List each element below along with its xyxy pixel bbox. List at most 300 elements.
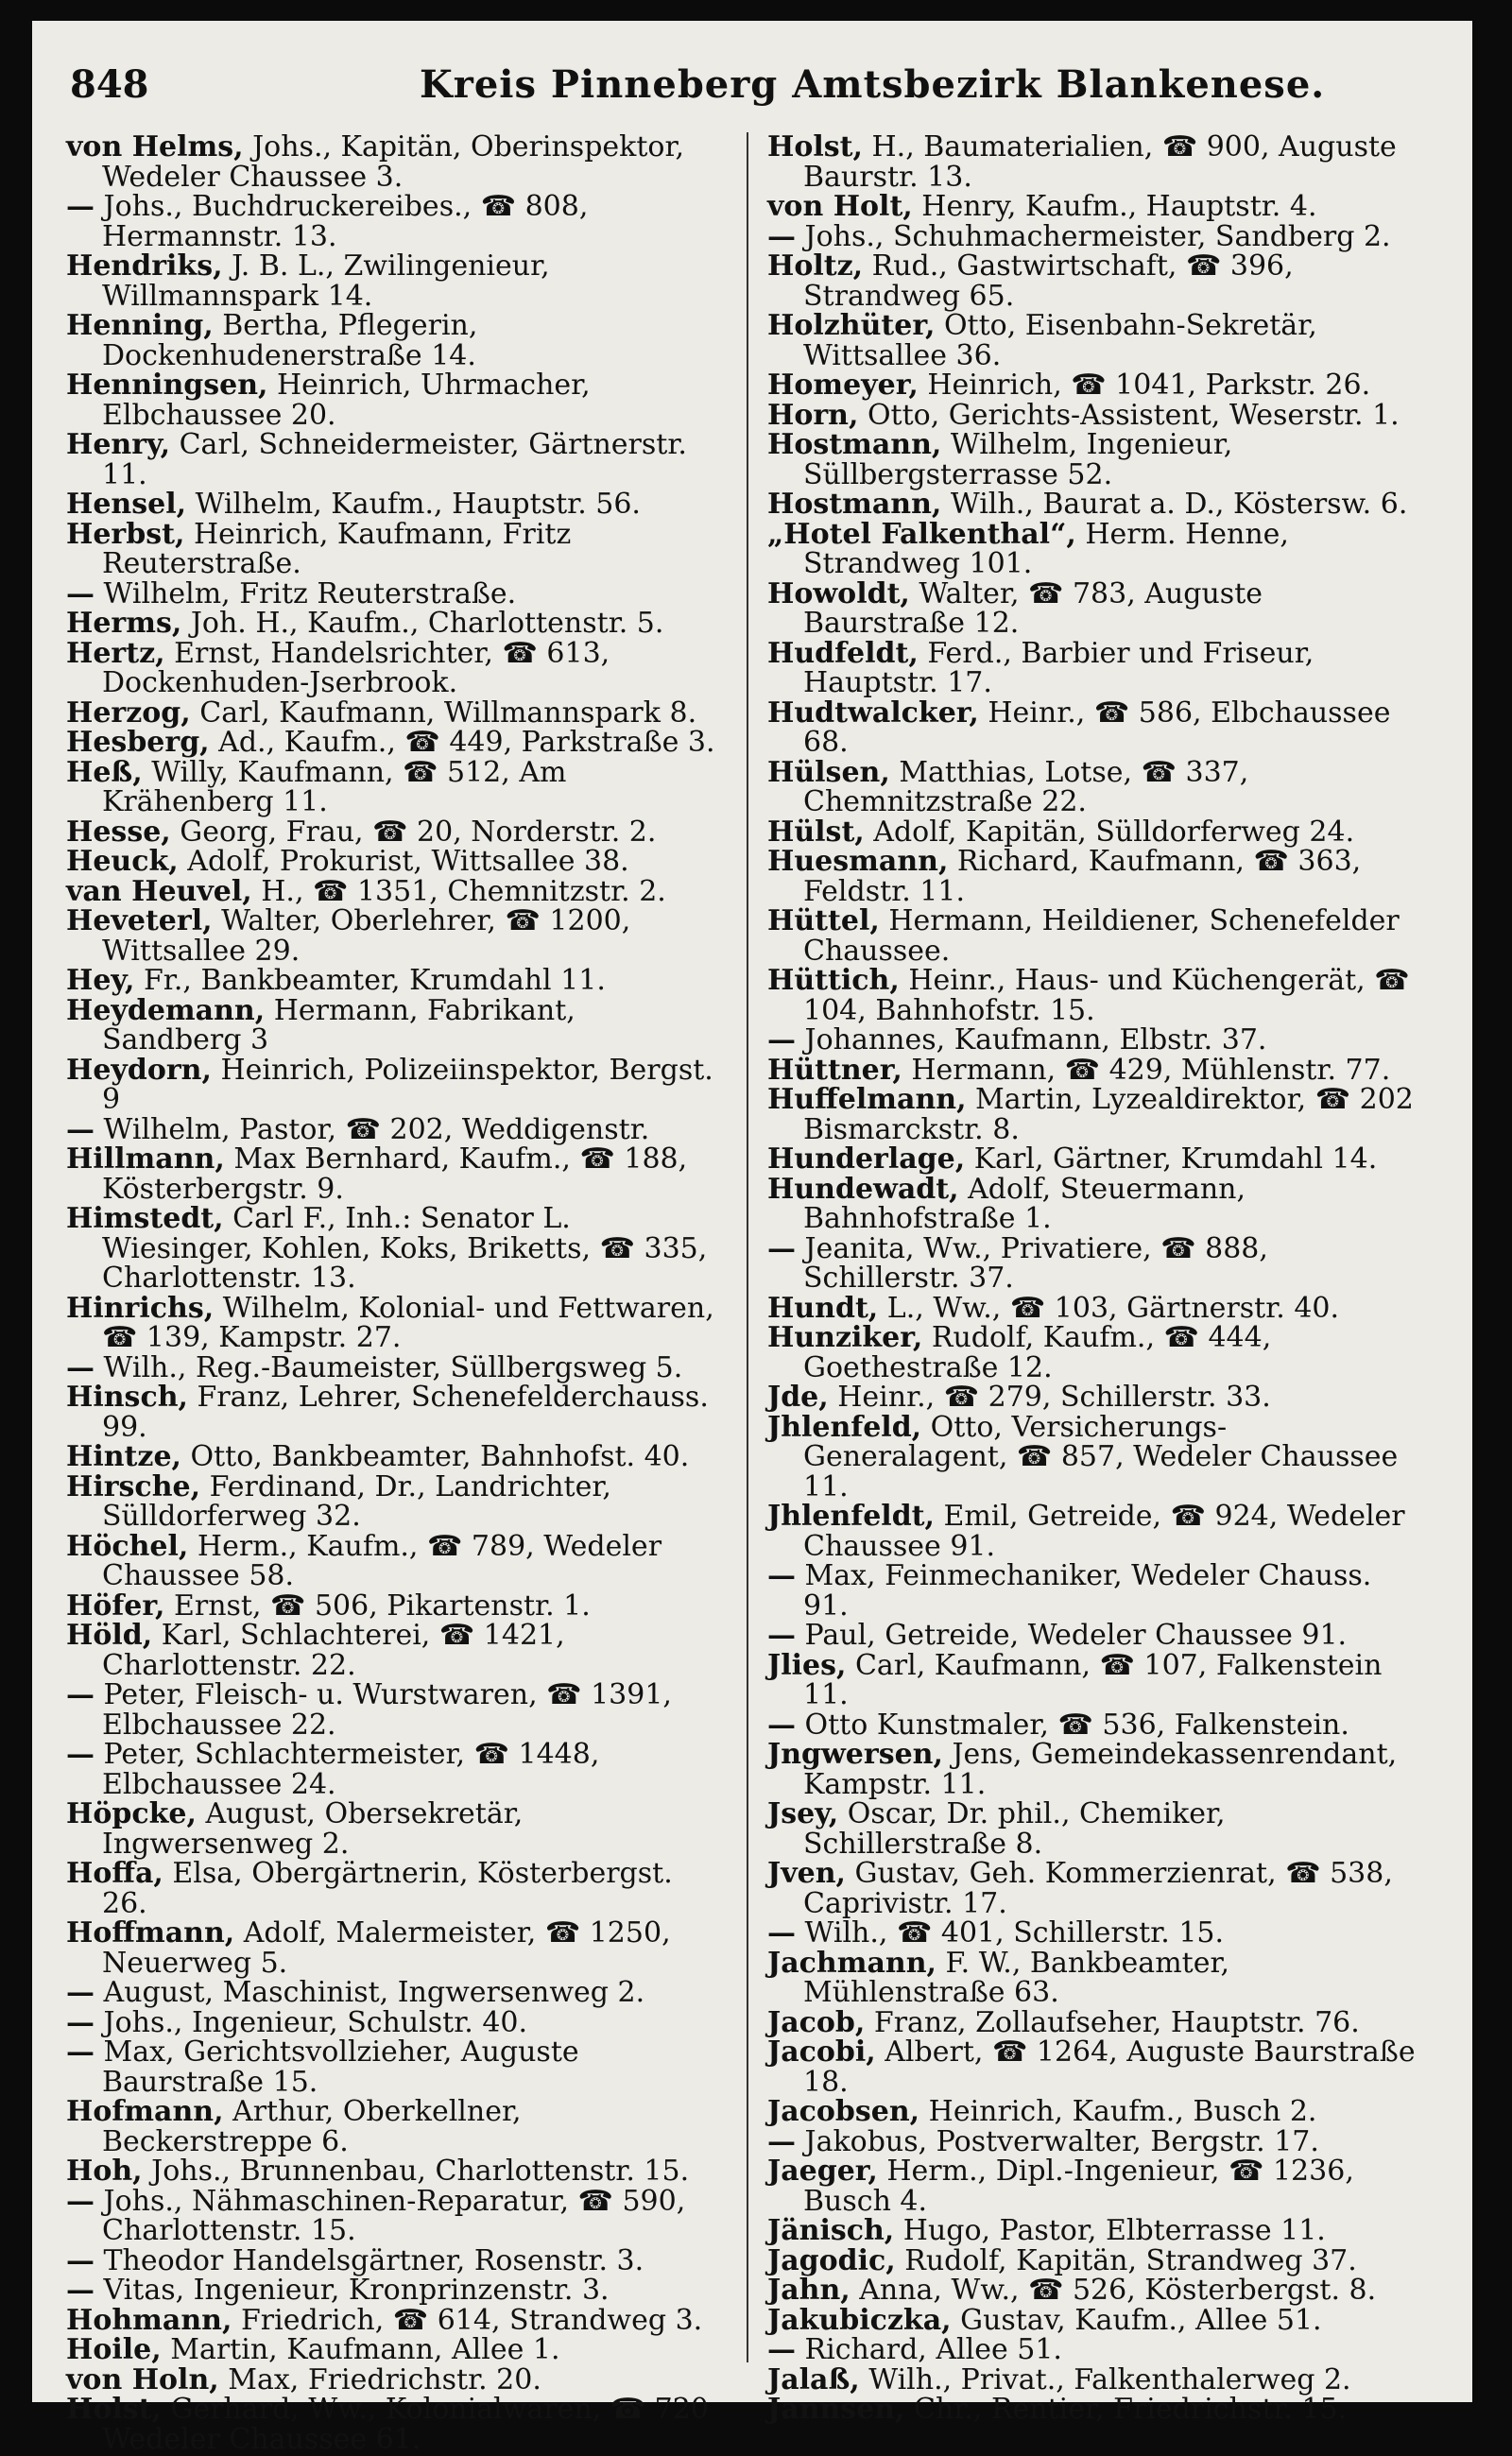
entry-details: Johs., Kapitän, Oberinspektor, Wedeler Chaussee 3.: [102, 130, 685, 194]
entry-details: Richard, Allee 51.: [796, 2333, 1062, 2366]
entry-name: —: [767, 1231, 796, 1265]
entry-name: Hundt,: [767, 1291, 879, 1325]
directory-page: [32, 21, 1472, 2456]
column-divider: [747, 132, 748, 2362]
directory-entry: [66, 311, 718, 370]
directory-entry: [66, 2097, 718, 2156]
directory-entry: [767, 1291, 1419, 1325]
directory-entry: [767, 817, 1419, 848]
directory-entry: [66, 1112, 718, 1146]
entry-details: Ad., Kaufm., ☎ 449, Parkstraße 3.: [209, 726, 715, 759]
directory-entry: [66, 430, 718, 489]
entry-name: Hesberg,: [66, 726, 210, 759]
directory-entry: [66, 132, 718, 192]
entry-name: Heveterl,: [66, 904, 213, 937]
entry-name: Hinrichs,: [66, 1291, 215, 1325]
entry-name: —: [66, 576, 94, 610]
entry-name: Herbst,: [66, 517, 185, 551]
entry-name: von Helms,: [66, 130, 244, 163]
entry-name: Jde,: [767, 1381, 829, 1414]
page-number: 848: [70, 62, 149, 107]
entry-details: Georg, Frau, ☎ 20, Norderstr. 2.: [170, 815, 657, 849]
directory-entry: [66, 1680, 718, 1740]
entry-name: Höpcke,: [66, 1797, 197, 1830]
entry-details: Carl F., Inh.: Senator L. Wiesinger, Kohlen, Koks, Briketts, ☎ 335, Charlottenstr. 13.: [102, 1202, 708, 1295]
directory-entry: [767, 1231, 1419, 1295]
entry-details: H., ☎ 1351, Chemnitzstr. 2.: [251, 874, 666, 908]
directory-entry: [66, 906, 718, 966]
entry-details: Wilhelm, Fritz Reuterstraße.: [94, 576, 517, 610]
entry-name: Hintze,: [66, 1440, 181, 1473]
directory-entry: [66, 755, 718, 818]
directory-entry: [66, 1859, 718, 1918]
entry-details: Rudolf, Kaufm., ☎ 444, Goethestraße 12.: [803, 1321, 1272, 1384]
directory-entry: [66, 2243, 718, 2277]
entry-details: Johs., Nähmaschinen-Reparatur, ☎ 590, Charlottenstr. 15.: [94, 2184, 686, 2247]
directory-entry: [66, 1918, 718, 1978]
entry-name: Howoldt,: [767, 576, 910, 610]
directory-entry: [66, 2303, 718, 2337]
directory-entry: [767, 1561, 1419, 1621]
directory-entry: [767, 192, 1419, 222]
entry-details: Heinrich, Polizeiinspektor, Bergst. 9: [102, 1053, 713, 1116]
entry-details: Martin, Lyzealdirektor, ☎ 202 Bismarckstr. 8.: [803, 1083, 1414, 1146]
entry-details: Ferd., Barbier und Friseur, Hauptstr. 17.: [803, 636, 1314, 699]
entry-name: —: [66, 1350, 94, 1384]
directory-entry: [66, 1053, 718, 1116]
entry-name: Hunziker,: [767, 1321, 923, 1354]
entry-name: Herms,: [66, 607, 182, 640]
entry-name: Jakubiczka,: [767, 2303, 952, 2337]
entry-name: Hoffmann,: [66, 1916, 235, 1949]
entry-name: Heydorn,: [66, 1053, 212, 1087]
entry-details: Johs., Schuhmachermeister, Sandberg 2.: [796, 219, 1391, 253]
directory-entry: [767, 2335, 1419, 2365]
entry-name: von Holn,: [66, 2362, 219, 2396]
directory-entry: [66, 517, 718, 580]
entry-details: Karl, Schlachterei, ☎ 1421, Charlottenstr. 22.: [102, 1619, 565, 1682]
entry-details: Herm., Dipl.-Ingenieur, ☎ 1236, Busch 4.: [803, 2155, 1354, 2218]
directory-entry: [767, 636, 1419, 699]
directory-entry: [66, 2184, 718, 2247]
entry-name: —: [767, 1708, 796, 1742]
entry-details: Hermann, Fabrikant, Sandberg 3: [102, 993, 576, 1056]
entry-details: Adolf, Steuermann, Bahnhofstraße 1.: [803, 1172, 1246, 1235]
entry-name: Holst,: [767, 130, 863, 163]
entry-details: Heinrich, Uhrmacher, Elbchaussee 20.: [102, 369, 591, 432]
directory-entry: [767, 2276, 1419, 2306]
entry-details: Otto, Gerichts-Assistent, Weserstr. 1.: [858, 398, 1400, 432]
directory-entry: [767, 2243, 1419, 2277]
entry-name: Henry,: [66, 428, 171, 461]
entry-name: Jacobi,: [767, 2035, 876, 2069]
entry-name: —: [66, 190, 94, 223]
entry-details: Hermann, ☎ 429, Mühlenstr. 77.: [902, 1053, 1391, 1087]
directory-entry: [66, 1799, 718, 1859]
entry-details: Albert, ☎ 1264, Auguste Baurstraße 18.: [803, 2035, 1416, 2099]
entry-details: Walter, Oberlehrer, ☎ 1200, Wittsallee 29.: [102, 904, 631, 968]
directory-entry: [767, 1025, 1419, 1056]
entry-details: Max, Feinmechaniker, Wedeler Chauss. 91.: [796, 1559, 1372, 1623]
entry-details: Carl, Schneidermeister, Gärtnerstr. 11.: [102, 428, 687, 491]
entry-name: —: [66, 2184, 94, 2218]
entry-details: August, Obersekretär, Ingwersenweg 2.: [102, 1797, 524, 1861]
directory-entry: [767, 1648, 1419, 1711]
directory-entry: [66, 1350, 718, 1384]
directory-entry: [767, 132, 1419, 192]
entry-details: F. W., Bankbeamter, Mühlenstraße 63.: [803, 1946, 1230, 2009]
entry-details: Wilhelm, Pastor, ☎ 202, Weddigenstr.: [94, 1112, 650, 1146]
page-header: [70, 62, 1435, 119]
entry-name: —: [767, 2124, 796, 2158]
entry-name: —: [767, 219, 796, 253]
directory-entry: [66, 1291, 718, 1354]
directory-entry: [767, 2124, 1419, 2158]
entry-details: Rudolf, Kapitän, Strandweg 37.: [895, 2243, 1357, 2277]
entry-name: Jänisch,: [767, 2214, 895, 2247]
entry-details: Friedrich, ☎ 614, Strandweg 3.: [232, 2303, 703, 2337]
entry-details: Otto, Eisenbahn-Sekretär, Wittsallee 36.: [803, 309, 1317, 372]
entry-details: Herm. Henne, Strandweg 101.: [803, 517, 1289, 580]
directory-entry: [767, 1502, 1419, 1561]
entry-name: —: [66, 2243, 94, 2277]
entry-name: Hillmann,: [66, 1142, 225, 1176]
entry-name: Hüttner,: [767, 1053, 902, 1087]
directory-entry: [66, 1383, 718, 1442]
entry-details: Emil, Getreide, ☎ 924, Wedeler Chaussee 91.: [803, 1500, 1405, 1563]
directory-entry: [66, 1469, 718, 1533]
entry-name: Hülst,: [767, 815, 865, 849]
entry-details: Hugo, Pastor, Elbterrasse 11.: [894, 2214, 1326, 2247]
directory-entry: [767, 2395, 1419, 2425]
entry-name: Jacobsen,: [767, 2095, 920, 2128]
entry-name: Hendriks,: [66, 249, 223, 283]
entry-details: Fr., Bankbeamter, Krumdahl 11.: [134, 964, 606, 997]
directory-entry: [767, 1053, 1419, 1087]
entry-details: Adolf, Kapitän, Sülldorferweg 24.: [864, 815, 1355, 849]
entry-name: van Heuvel,: [66, 874, 252, 908]
page-title: Kreis Pinneberg Amtsbezirk Blankenese.: [420, 62, 1326, 107]
entry-name: —: [66, 2274, 94, 2307]
entry-details: Wilh., ☎ 401, Schillerstr. 15.: [796, 1916, 1225, 1949]
directory-entry: [767, 1085, 1419, 1144]
entry-details: Heinr., Haus- und Küchengerät, ☎ 104, Bahnhofstr. 15.: [803, 964, 1410, 1027]
entry-details: Richard, Kaufmann, ☎ 363, Feldstr. 11.: [803, 845, 1362, 908]
entry-name: Jsey,: [767, 1797, 839, 1830]
directory-entry: [767, 1323, 1419, 1383]
entry-name: Jalaß,: [767, 2362, 860, 2396]
directory-entry: [767, 2216, 1419, 2246]
directory-entry: [767, 1144, 1419, 1175]
directory-entry: [767, 489, 1419, 520]
entry-name: —: [66, 1976, 94, 2009]
entry-details: Wilhelm, Kolonial- und Fettwaren, ☎ 139, Kampstr. 27.: [102, 1291, 714, 1354]
directory-entry: [767, 1740, 1419, 1799]
entry-name: Henning,: [66, 309, 214, 342]
directory-entry: [767, 430, 1419, 489]
entry-name: Höchel,: [66, 1529, 189, 1563]
entry-name: Heß,: [66, 755, 143, 789]
directory-entry: [66, 576, 718, 610]
entry-details: Rud., Gastwirtschaft, ☎ 396, Strandweg 65.: [803, 249, 1294, 313]
directory-entry: [66, 2037, 718, 2097]
directory-entry: [66, 1591, 718, 1622]
entry-name: Homeyer,: [767, 369, 919, 402]
entry-details: Peter, Schlachtermeister, ☎ 1448, Elbchaussee 24.: [94, 1738, 600, 1801]
entry-details: Heinrich, ☎ 1041, Parkstr. 26.: [918, 369, 1371, 402]
entry-details: Gerhard, Ww., Kolonialwaren, ☎ 720 Wedeler Chaussee 61.: [102, 2393, 709, 2456]
entry-details: Johs., Brunnenbau, Charlottenstr. 15.: [142, 2155, 690, 2188]
entry-name: Jachmann,: [767, 1946, 936, 1980]
entry-name: Jagodic,: [767, 2243, 896, 2277]
entry-name: Jaeger,: [767, 2155, 878, 2188]
directory-entry: [767, 966, 1419, 1025]
entry-name: Huffelmann,: [767, 1083, 967, 1116]
entry-details: Paul, Getreide, Wedeler Chaussee 91.: [796, 1619, 1348, 1652]
directory-entry: [66, 1978, 718, 2008]
entry-name: —: [66, 1678, 94, 1711]
entry-details: Peter, Fleisch- u. Wurstwaren, ☎ 1391, Elbchaussee 22.: [94, 1678, 672, 1742]
entry-name: —: [66, 2035, 94, 2069]
directory-entry: [767, 1799, 1419, 1859]
entry-name: Hinsch,: [66, 1381, 188, 1414]
entry-name: —: [767, 2333, 796, 2366]
entry-details: Martin, Kaufmann, Allee 1.: [161, 2333, 560, 2366]
directory-entry: [66, 1144, 718, 1204]
entry-name: Hudtwalcker,: [767, 696, 979, 730]
entry-details: Theodor Handelsgärtner, Rosenstr. 3.: [94, 2243, 644, 2277]
directory-entry: [66, 2362, 718, 2396]
entry-details: Adolf, Malermeister, ☎ 1250, Neuerweg 5.: [102, 1916, 671, 1980]
directory-entry: [66, 370, 718, 430]
entry-name: Huesmann,: [767, 845, 949, 878]
entry-name: Hey,: [66, 964, 135, 997]
directory-entry: [767, 2097, 1419, 2127]
entry-details: Heinrich, Kaufmann, Fritz Reuterstraße.: [102, 517, 572, 580]
entry-details: Max, Friedrichstr. 20.: [218, 2362, 541, 2396]
directory-entry: [66, 1621, 718, 1680]
entry-details: Johs., Buchdruckereibes., ☎ 808, Hermannstr. 13.: [94, 190, 589, 253]
entry-details: Willy, Kaufmann, ☎ 512, Am Krähenberg 11.: [102, 755, 567, 818]
entry-name: Hostmann,: [767, 488, 942, 521]
directory-entry: [767, 906, 1419, 966]
directory-entry: [66, 993, 718, 1056]
entry-details: Heinr., ☎ 279, Schillerstr. 33.: [828, 1381, 1271, 1414]
entry-details: Wilh., Baurat a. D., Köstersw. 6.: [941, 488, 1408, 521]
entry-name: Höld,: [66, 1619, 153, 1652]
entry-name: Jhlenfeldt,: [767, 1500, 935, 1533]
directory-entry: [66, 1740, 718, 1799]
entry-name: —: [66, 1738, 94, 1771]
directory-entry: [767, 2362, 1419, 2396]
entry-details: Otto Kunstmaler, ☎ 536, Falkenstein.: [796, 1708, 1349, 1742]
directory-entry: [767, 2156, 1419, 2216]
entry-name: „Hotel Falkenthal“,: [767, 517, 1076, 551]
directory-entry: [767, 2005, 1419, 2039]
entry-name: Hüttel,: [767, 904, 880, 937]
entry-name: Hoile,: [66, 2333, 162, 2366]
entry-name: Jannsen,: [767, 2393, 905, 2426]
directory-entry: [66, 1442, 718, 1472]
entry-name: —: [767, 1916, 796, 1949]
entry-name: Jhlenfeld,: [767, 1410, 922, 1444]
entry-details: Adolf, Prokurist, Wittsallee 38.: [178, 845, 629, 878]
right-column: [767, 132, 1419, 2425]
entry-details: Max, Gerichtsvollzieher, Auguste Baurstraße 15.: [94, 2035, 579, 2099]
entry-name: Jahn,: [767, 2274, 850, 2307]
entry-details: Gustav, Geh. Kommerzienrat, ☎ 538, Caprivistr. 17.: [803, 1857, 1393, 1920]
entry-details: Jakobus, Postverwalter, Bergstr. 17.: [796, 2124, 1319, 2158]
entry-details: H., Baumaterialien, ☎ 900, Auguste Baurstr. 13.: [803, 130, 1397, 194]
directory-entry: [66, 817, 718, 848]
entry-details: Jeanita, Ww., Privatiere, ☎ 888, Schillerstr. 37.: [796, 1231, 1268, 1295]
entry-name: Jacob,: [767, 2005, 866, 2039]
entry-details: Henry, Kaufm., Hauptstr. 4.: [912, 190, 1317, 223]
entry-details: Gustav, Kaufm., Allee 51.: [951, 2303, 1322, 2337]
entry-details: Matthias, Lotse, ☎ 337, Chemnitzstraße 22.: [803, 755, 1249, 818]
entry-details: Carl, Kaufmann, ☎ 107, Falkenstein 11.: [803, 1648, 1383, 1711]
entry-details: Wilhelm, Kaufm., Hauptstr. 56.: [186, 488, 641, 521]
entry-name: Hostmann,: [767, 428, 942, 461]
entry-name: —: [767, 1559, 796, 1592]
entry-name: Hertz,: [66, 636, 165, 670]
entry-name: Hoffa,: [66, 1857, 163, 1890]
directory-entry: [767, 576, 1419, 640]
directory-entry: [767, 1946, 1419, 2009]
entry-name: Hunderlage,: [767, 1142, 966, 1176]
entry-name: Jven,: [767, 1857, 846, 1890]
entry-details: Oscar, Dr. phil., Chemiker, Schillerstraße 8.: [803, 1797, 1226, 1861]
entry-details: Franz, Zollaufseher, Hauptstr. 76.: [865, 2005, 1360, 2039]
entry-details: Jens, Gemeindekassenrendant, Kampstr. 11.: [803, 1738, 1398, 1801]
entry-name: Henningsen,: [66, 369, 268, 402]
entry-details: Ferdinand, Dr., Landrichter, Sülldorferweg 32.: [102, 1469, 611, 1533]
directory-entry: [66, 2005, 718, 2039]
entry-details: Walter, ☎ 783, Auguste Baurstraße 12.: [803, 576, 1263, 640]
entry-details: Carl, Kaufmann, Willmannspark 8.: [190, 696, 697, 730]
directory-entry: [66, 2156, 718, 2187]
directory-entry: [767, 698, 1419, 758]
entry-details: Heinrich, Kaufm., Busch 2.: [919, 2095, 1317, 2128]
directory-entry: [66, 874, 718, 908]
entry-name: Herzog,: [66, 696, 191, 730]
entry-details: Ernst, Handelsrichter, ☎ 613, Dockenhuden-Jserbrook.: [102, 636, 610, 699]
entry-details: Bertha, Pflegerin, Dockenhudenerstraße 14.: [102, 309, 478, 372]
directory-entry: [767, 1918, 1419, 1949]
directory-entry: [767, 755, 1419, 818]
directory-entry: [767, 219, 1419, 253]
directory-entry: [66, 847, 718, 877]
entry-name: Hirsche,: [66, 1469, 201, 1503]
entry-name: Höfer,: [66, 1589, 165, 1623]
entry-details: Karl, Gärtner, Krumdahl 14.: [965, 1142, 1378, 1176]
directory-entry: [767, 370, 1419, 401]
directory-entry: [66, 966, 718, 996]
directory-entry: [66, 2395, 718, 2454]
entry-details: Arthur, Oberkellner, Beckerstreppe 6.: [102, 2095, 522, 2158]
entry-name: Hudfeldt,: [767, 636, 919, 670]
entry-details: Elsa, Obergärtnerin, Kösterbergst. 26.: [102, 1857, 673, 1920]
directory-entry: [66, 728, 718, 758]
entry-name: —: [66, 1112, 94, 1146]
directory-entry: [66, 636, 718, 699]
entry-name: Heuck,: [66, 845, 179, 878]
directory-entry: [66, 192, 718, 251]
entry-name: Horn,: [767, 398, 859, 432]
entry-name: Holzhüter,: [767, 309, 936, 342]
directory-entry: [767, 517, 1419, 580]
entry-details: Chr., Rentier, Friedrichstr. 15.: [904, 2393, 1348, 2426]
directory-entry: [66, 1204, 718, 1294]
entry-name: Hundewadt,: [767, 1172, 959, 1206]
left-column: [66, 132, 718, 2454]
entry-details: Vitas, Ingenieur, Kronprinzenstr. 3.: [94, 2274, 610, 2307]
directory-entry: [767, 1172, 1419, 1235]
entry-details: Hermann, Heildiener, Schenefelder Chaussee.: [803, 904, 1400, 968]
entry-name: Hüttich,: [767, 964, 900, 997]
entry-details: J. B. L., Zwilingenieur, Willmannspark 14.: [102, 249, 550, 313]
entry-name: von Holt,: [767, 190, 913, 223]
entry-details: Otto, Bankbeamter, Bahnhofst. 40.: [180, 1440, 690, 1473]
directory-entry: [767, 1710, 1419, 1741]
entry-name: Jngwersen,: [767, 1738, 943, 1771]
entry-name: —: [767, 1619, 796, 1652]
entry-details: Wilhelm, Ingenieur, Süllbergsterrasse 52.: [803, 428, 1233, 491]
entry-name: Hoh,: [66, 2155, 143, 2188]
entry-details: Wilh., Privat., Falkenthalerweg 2.: [859, 2362, 1351, 2396]
entry-name: Hensel,: [66, 488, 187, 521]
directory-entry: [767, 398, 1419, 432]
entry-details: Johs., Ingenieur, Schulstr. 40.: [94, 2005, 528, 2039]
entry-name: Holtz,: [767, 249, 864, 283]
entry-name: —: [66, 2005, 94, 2039]
entry-details: Max Bernhard, Kaufm., ☎ 188, Kösterbergstr. 9.: [102, 1142, 688, 1206]
directory-entry: [767, 311, 1419, 370]
entry-name: Hohmann,: [66, 2303, 232, 2337]
entry-details: Wilh., Reg.-Baumeister, Süllbergsweg 5.: [94, 1350, 683, 1384]
directory-entry: [767, 847, 1419, 906]
directory-entry: [66, 489, 718, 520]
directory-entry: [66, 2335, 718, 2365]
entry-details: Herm., Kaufm., ☎ 789, Wedeler Chaussee 58.: [102, 1529, 662, 1592]
directory-entry: [767, 2303, 1419, 2337]
entry-details: Otto, Versicherungs-Generalagent, ☎ 857, Wedeler Chaussee 11.: [803, 1410, 1399, 1503]
entry-details: Joh. H., Kaufm., Charlottenstr. 5.: [181, 607, 664, 640]
entry-name: Jlies,: [767, 1648, 847, 1682]
entry-details: Johannes, Kaufmann, Elbstr. 37.: [796, 1023, 1267, 1056]
entry-name: Hofmann,: [66, 2095, 224, 2128]
entry-name: Himstedt,: [66, 1202, 224, 1235]
entry-name: Hülsen,: [767, 755, 890, 789]
directory-entry: [66, 251, 718, 311]
entry-name: Heydemann,: [66, 993, 266, 1027]
directory-entry: [767, 251, 1419, 311]
entry-name: Hesse,: [66, 815, 171, 849]
entry-details: Ernst, ☎ 506, Pikartenstr. 1.: [164, 1589, 591, 1623]
entry-name: —: [767, 1023, 796, 1056]
directory-entry: [767, 2037, 1419, 2097]
directory-entry: [767, 1383, 1419, 1413]
entry-details: Heinr., ☎ 586, Elbchaussee 68.: [803, 696, 1391, 759]
entry-name: Holst,: [66, 2393, 162, 2426]
directory-entry: [66, 698, 718, 729]
directory-entry: [767, 1859, 1419, 1918]
entry-details: Anna, Ww., ☎ 526, Kösterbergst. 8.: [850, 2274, 1377, 2307]
directory-entry: [66, 609, 718, 639]
directory-entry: [66, 1529, 718, 1592]
entry-details: Franz, Lehrer, Schenefelderchauss. 99.: [102, 1381, 709, 1444]
directory-entry: [767, 1410, 1419, 1503]
